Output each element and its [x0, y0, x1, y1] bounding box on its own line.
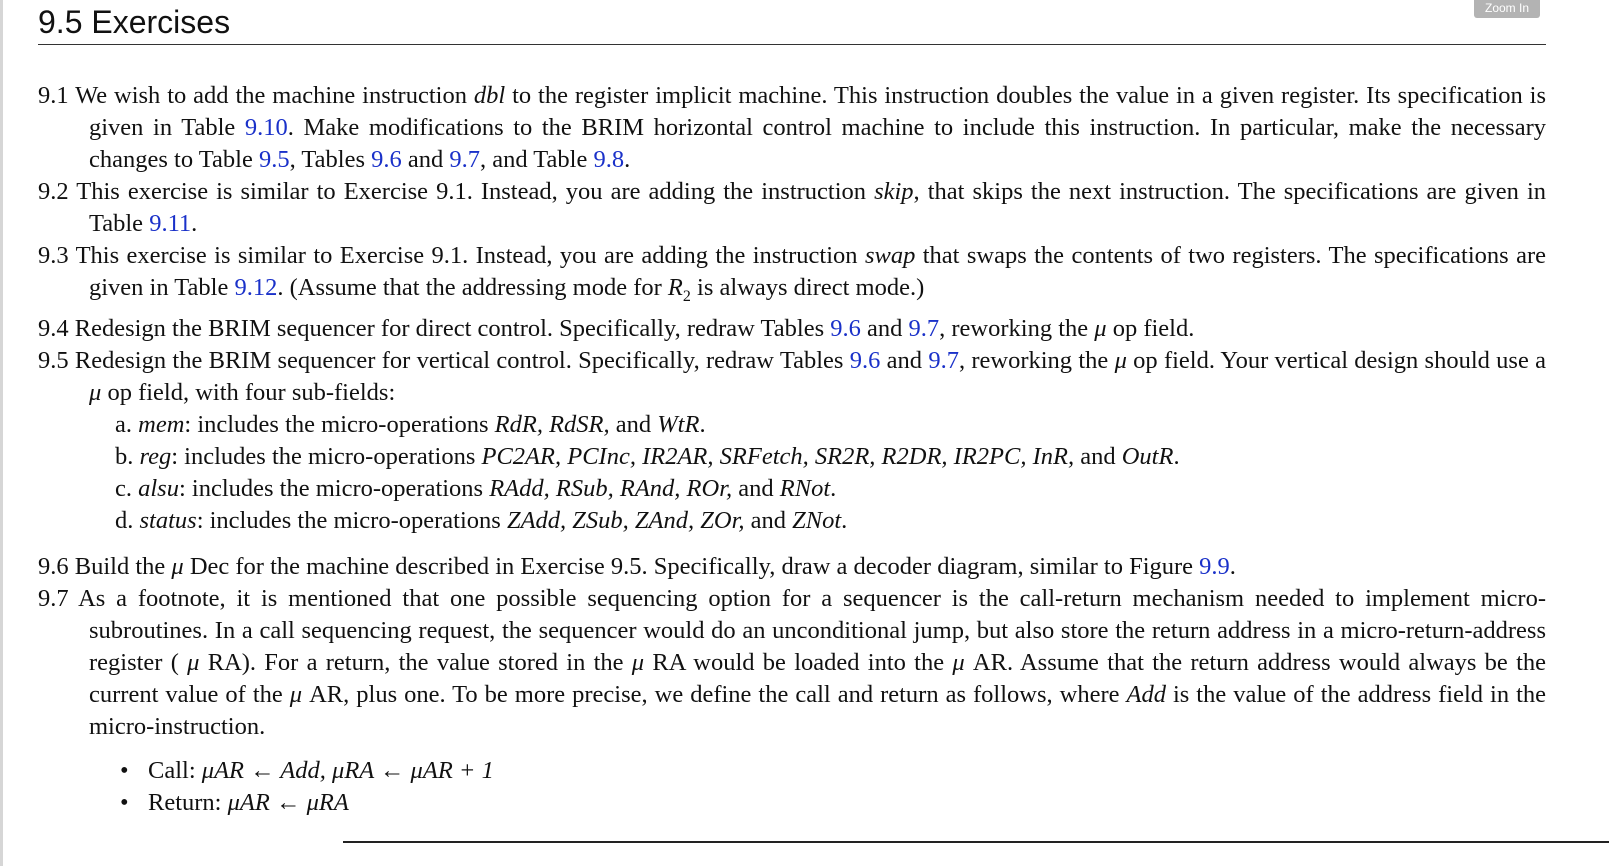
- mu-symbol: μ: [1094, 314, 1107, 342]
- exercise-text: , that skips the next instruction. The specifications are given in Table: [89, 178, 1546, 237]
- exercise-text: 9.3 This exercise is similar to Exercise 9.1. Instead, you are adding the instruction: [38, 242, 865, 269]
- subfield-name: alsu: [138, 474, 179, 502]
- subfield-b: [38, 441, 1546, 473]
- zoom-in-button[interactable]: Zoom In: [1474, 0, 1540, 18]
- subfield-text: : includes the micro-operations: [178, 474, 490, 502]
- call-return-list: [38, 755, 1546, 819]
- exercise-text: , Tables: [289, 146, 372, 173]
- list-item-return: [38, 787, 1546, 819]
- subfield-text: : includes the micro-operations: [184, 410, 495, 438]
- bullet-formula: μAR ← Add, μRA ← μAR + 1: [201, 756, 494, 784]
- exercise-text: is always direct mode.): [690, 274, 925, 301]
- exercise-text: 9.7 As a footnote, it is mentioned that one possible sequencing option for a sequencer is the call-return mechanism needed to implement micro-subroutines. In a call sequencing request, the sequencer would do an unconditional jump, but also store the return address in a micro-return-address register (: [38, 584, 1546, 676]
- table-ref-link[interactable]: 9.6: [830, 314, 861, 342]
- exercise-text: , and Table: [480, 146, 594, 173]
- exercise-text: 9.6 Build the: [38, 552, 172, 580]
- table-ref-link[interactable]: 9.10: [244, 114, 288, 141]
- micro-op: RNot: [779, 474, 831, 502]
- subfield-letter: b.: [115, 442, 140, 470]
- subfield-letter: c.: [115, 474, 139, 502]
- subfield-text: and: [609, 410, 658, 438]
- micro-ops: RAdd, RSub, RAnd, ROr,: [489, 474, 733, 502]
- subfield-letter: a.: [115, 410, 139, 438]
- mu-symbol: μ: [171, 552, 184, 580]
- table-ref-link[interactable]: 9.8: [593, 146, 625, 173]
- subfield-name: mem: [138, 410, 185, 438]
- subfield-c: [38, 473, 1546, 505]
- mu-symbol: μ: [631, 648, 645, 676]
- exercise-text: .: [191, 210, 198, 237]
- exercise-9-4: [38, 313, 1546, 345]
- exercise-9-1: [38, 80, 1546, 176]
- figure-ref-link[interactable]: 9.9: [1199, 552, 1230, 580]
- math-register: R: [667, 274, 683, 301]
- instruction-name: skip: [874, 178, 914, 205]
- bullet-label: Return:: [148, 788, 228, 816]
- exercise-text: .: [624, 146, 631, 173]
- section-title: 9.5 Exercises: [38, 4, 231, 40]
- instruction-name: dbl: [473, 82, 506, 109]
- exercise-text: and: [880, 346, 929, 374]
- subfield-letter: d.: [115, 506, 140, 534]
- table-ref-link[interactable]: 9.6: [849, 346, 881, 374]
- mu-symbol: μ: [1114, 346, 1127, 374]
- micro-op: OutR: [1121, 442, 1174, 470]
- table-ref-link[interactable]: 9.12: [234, 274, 278, 301]
- micro-ops: PC2AR, PCInc, IR2AR, SRFetch, SR2R, R2DR, IR2PC, InR,: [481, 442, 1075, 470]
- exercise-text: . Make modifications to the BRIM horizontal control machine to include this instruction. In particular, make the necessary changes to Table: [89, 114, 1546, 173]
- exercise-text: 9.1 We wish to add the machine instruction: [38, 82, 474, 109]
- exercise-text: RA would be loaded into the: [644, 648, 953, 676]
- subfield-text: and: [1074, 442, 1122, 470]
- exercise-9-7: [38, 583, 1546, 743]
- mu-symbol: μ: [952, 648, 965, 676]
- exercise-list: [38, 80, 1546, 819]
- subfield-d: [38, 505, 1546, 537]
- exercise-text: to the register implicit machine. This instruction doubles the value in a given register. Its specification is given in Table: [89, 82, 1546, 141]
- exercise-text: .: [1229, 552, 1236, 580]
- exercise-text: 9.2 This exercise is similar to Exercise 9.1. Instead, you are adding the instruction: [38, 178, 875, 205]
- table-ref-link[interactable]: 9.7: [908, 314, 940, 342]
- math-subscript: 2: [682, 287, 691, 305]
- mu-symbol: μ: [89, 378, 102, 406]
- exercise-text: 9.5 Redesign the BRIM sequencer for vertical control. Specifically, redraw Tables: [38, 346, 850, 374]
- exercise-text: op field. Your vertical design should use a: [1126, 346, 1546, 374]
- table-ref-link[interactable]: 9.7: [449, 146, 480, 173]
- subfield-text: .: [699, 410, 706, 438]
- subfield-text: .: [1173, 442, 1180, 470]
- subfield-text: .: [830, 474, 837, 502]
- subfield-text: and: [744, 506, 793, 534]
- exercise-text: , reworking the: [958, 346, 1115, 374]
- exercise-text: Dec for the machine described in Exercise 9.5. Specifically, draw a decoder diagram, similar to Figure: [183, 552, 1200, 580]
- mu-symbol: μ: [289, 680, 303, 708]
- exercise-9-6: [38, 551, 1546, 583]
- exercise-9-2: [38, 176, 1546, 240]
- address-field-name: Add: [1126, 680, 1166, 708]
- exercise-text: RA). For a return, the value stored in the: [199, 648, 632, 676]
- exercise-text: that swaps the contents of two registers. The specifications are given in Table: [89, 242, 1546, 301]
- exercise-text: and: [401, 146, 450, 173]
- subfield-name: reg: [139, 442, 172, 470]
- bullet-label: Call:: [148, 756, 202, 784]
- table-ref-link[interactable]: 9.7: [928, 346, 959, 374]
- subfield-text: : includes the micro-operations: [171, 442, 482, 470]
- mu-symbol: μ: [187, 648, 200, 676]
- table-ref-link[interactable]: 9.11: [149, 210, 192, 237]
- exercise-text: , reworking the: [939, 314, 1095, 342]
- micro-op: WtR: [657, 410, 700, 438]
- subfield-text: and: [732, 474, 780, 502]
- exercise-text: 9.4 Redesign the BRIM sequencer for direct control. Specifically, redraw Tables: [38, 314, 831, 342]
- subfield-text: : includes the micro-operations: [196, 506, 507, 534]
- table-ref-link[interactable]: 9.6: [371, 146, 402, 173]
- subfield-a: [38, 409, 1546, 441]
- list-item-call: [38, 755, 1546, 787]
- exercise-text: op field.: [1106, 314, 1195, 342]
- exercise-text: AR. Assume that the return address would always be the current value of the: [89, 648, 1547, 708]
- micro-ops: ZAdd, ZSub, ZAnd, ZOr,: [506, 506, 745, 534]
- left-edge-divider: [0, 0, 3, 866]
- exercise-text: is the value of the address field in the micro-instruction.: [89, 680, 1546, 740]
- section-title-rule: [38, 44, 1546, 45]
- exercise-9-5: [38, 345, 1546, 409]
- table-ref-link[interactable]: 9.5: [258, 146, 290, 173]
- bottom-rule: [343, 841, 1609, 843]
- exercise-text: op field, with four sub-fields:: [101, 378, 396, 406]
- exercise-text: and: [860, 314, 909, 342]
- subfield-text: .: [841, 506, 848, 534]
- exercise-text: . (Assume that the addressing mode for: [277, 274, 668, 301]
- exercise-text: AR, plus one. To be more precise, we define the call and return as follows, where: [302, 680, 1127, 708]
- bullet-formula: μAR ← μRA: [227, 788, 349, 816]
- micro-op: ZNot: [792, 506, 842, 534]
- micro-ops: RdR, RdSR,: [494, 410, 610, 438]
- exercise-9-3: [38, 240, 1546, 313]
- subfield-name: status: [139, 506, 197, 534]
- instruction-name: swap: [864, 242, 916, 269]
